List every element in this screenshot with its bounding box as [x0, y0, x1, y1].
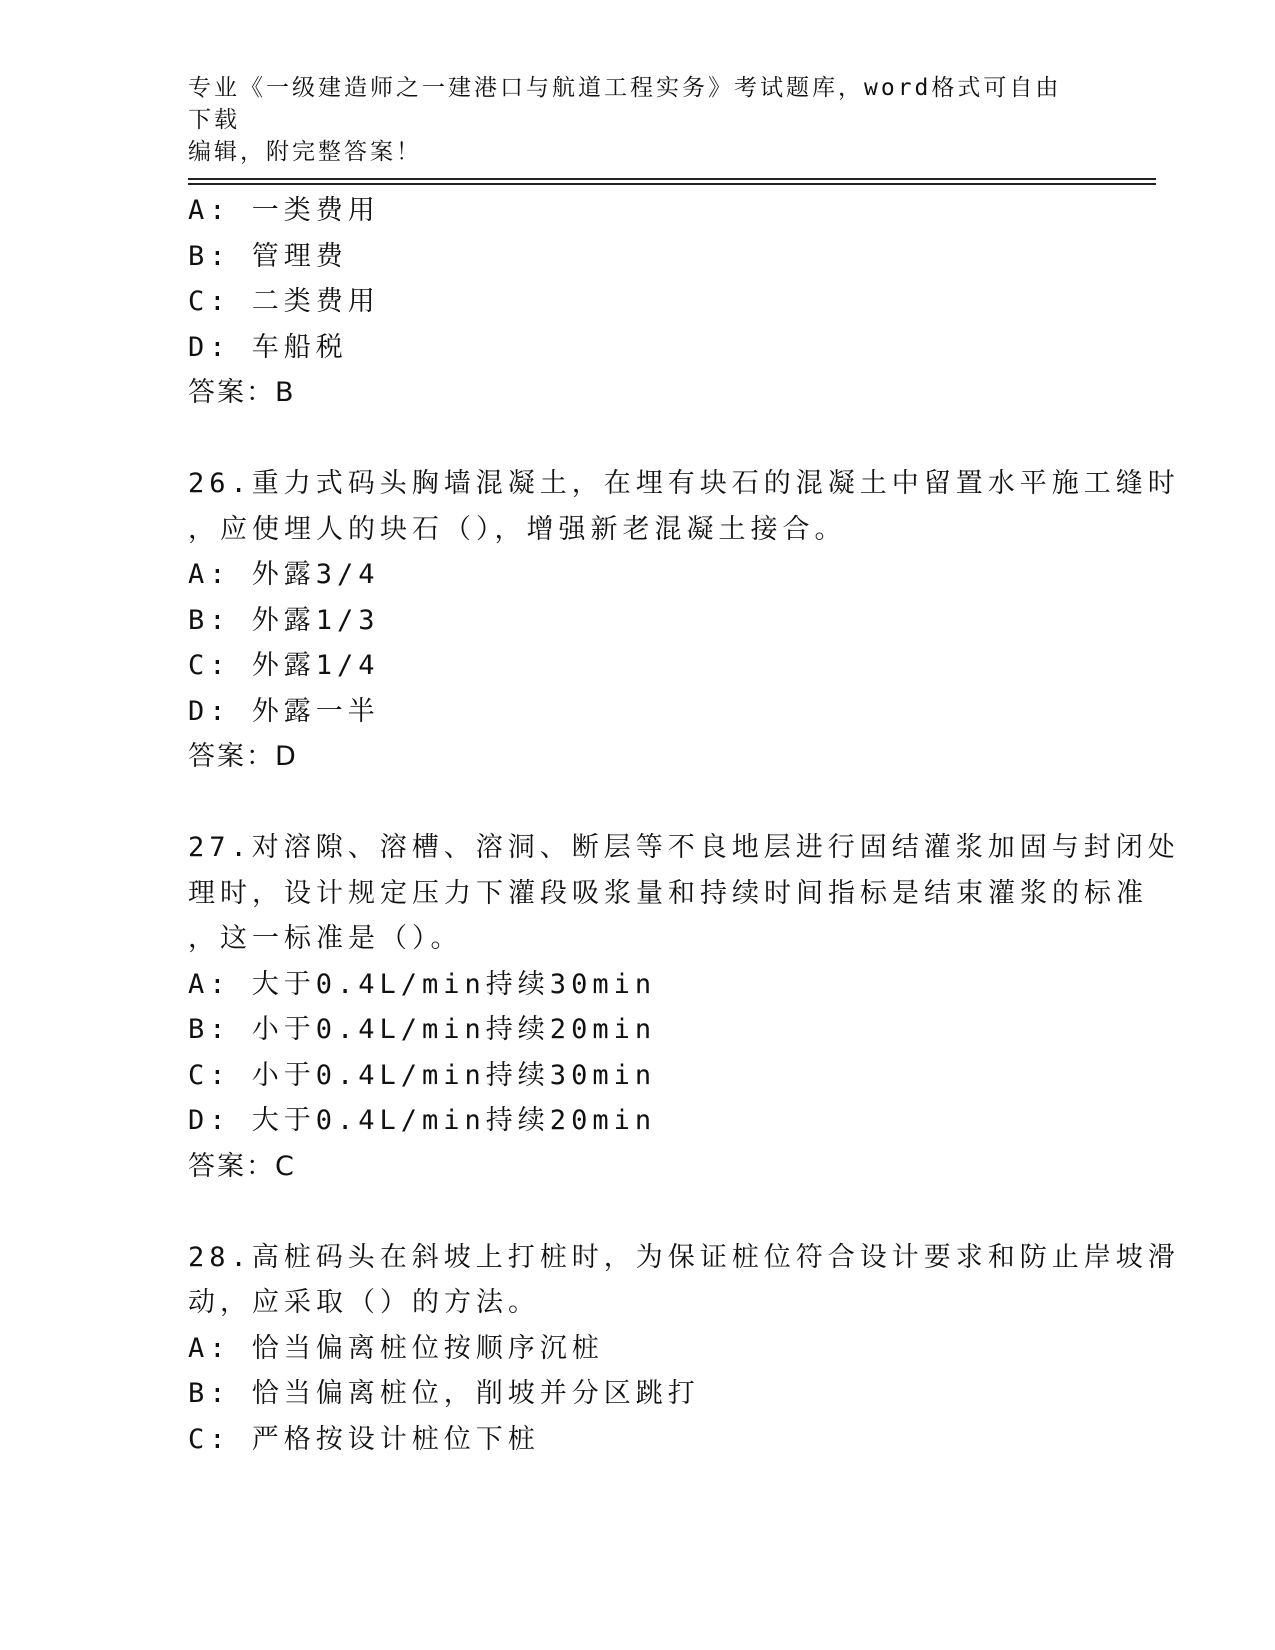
option-d: D: 外露一半 — [188, 695, 380, 727]
question-25 — [188, 188, 1088, 416]
header-line-1: 专业《一级建造师之一建港口与航道工程实务》考试题库，word格式可自由下载 — [188, 75, 1062, 133]
option-a: A: 大于0.4L/min持续30min — [188, 968, 657, 1000]
option-c: C: 小于0.4L/min持续30min — [188, 1059, 657, 1091]
question-stem-line: 28.高桩码头在斜坡上打桩时，为保证桩位符合设计要求和防止岸坡滑 — [188, 1241, 1180, 1273]
question-26 — [188, 461, 1180, 780]
question-list — [188, 188, 1180, 1462]
question-27 — [188, 825, 1180, 1189]
answer-line: 答案：C — [188, 1150, 296, 1182]
option-a: A: 一类费用 — [188, 195, 380, 226]
spacer — [188, 416, 1088, 462]
option-d: D: 车船税 — [188, 331, 348, 363]
option-b: B: 小于0.4L/min持续20min — [188, 1014, 657, 1045]
option-d: D: 大于0.4L/min持续20min — [188, 1105, 657, 1136]
header-divider-bottom — [188, 183, 1156, 185]
spacer — [188, 780, 1088, 826]
option-c: C: 严格按设计桩位下桩 — [188, 1423, 540, 1455]
question-stem-line: ，应使埋人的块石（），增强新老混凝土接合。 — [188, 513, 847, 545]
answer-line: 答案：D — [188, 741, 298, 772]
header-line-2: 编辑，附完整答案！ — [188, 139, 422, 165]
option-b: B: 管理费 — [188, 240, 348, 272]
option-c: C: 二类费用 — [188, 286, 380, 317]
option-b: B: 恰当偏离桩位，削坡并分区跳打 — [188, 1378, 700, 1409]
option-c: C: 外露1/4 — [188, 650, 380, 681]
question-stem-line: 理时，设计规定压力下灌段吸浆量和持续时间指标是结束灌浆的标准 — [188, 877, 1148, 909]
question-stem-line: ，这一标准是（）。 — [188, 923, 463, 954]
option-a: A: 恰当偏离桩位按顺序沉桩 — [188, 1332, 604, 1364]
option-a: A: 外露3/4 — [188, 559, 380, 590]
question-stem-line: 26.重力式码头胸墙混凝土，在埋有块石的混凝土中留置水平施工缝时 — [188, 468, 1180, 499]
question-stem-line: 动，应采取（）的方法。 — [188, 1287, 540, 1318]
answer-line: 答案：B — [188, 377, 296, 408]
document-header — [188, 72, 1068, 168]
spacer — [188, 1189, 1088, 1235]
question-stem-line: 27.对溶隙、溶槽、溶洞、断层等不良地层进行固结灌浆加固与封闭处 — [188, 832, 1180, 863]
question-28 — [188, 1235, 1180, 1463]
option-b: B: 外露1/3 — [188, 604, 380, 636]
header-divider-top — [188, 178, 1156, 180]
